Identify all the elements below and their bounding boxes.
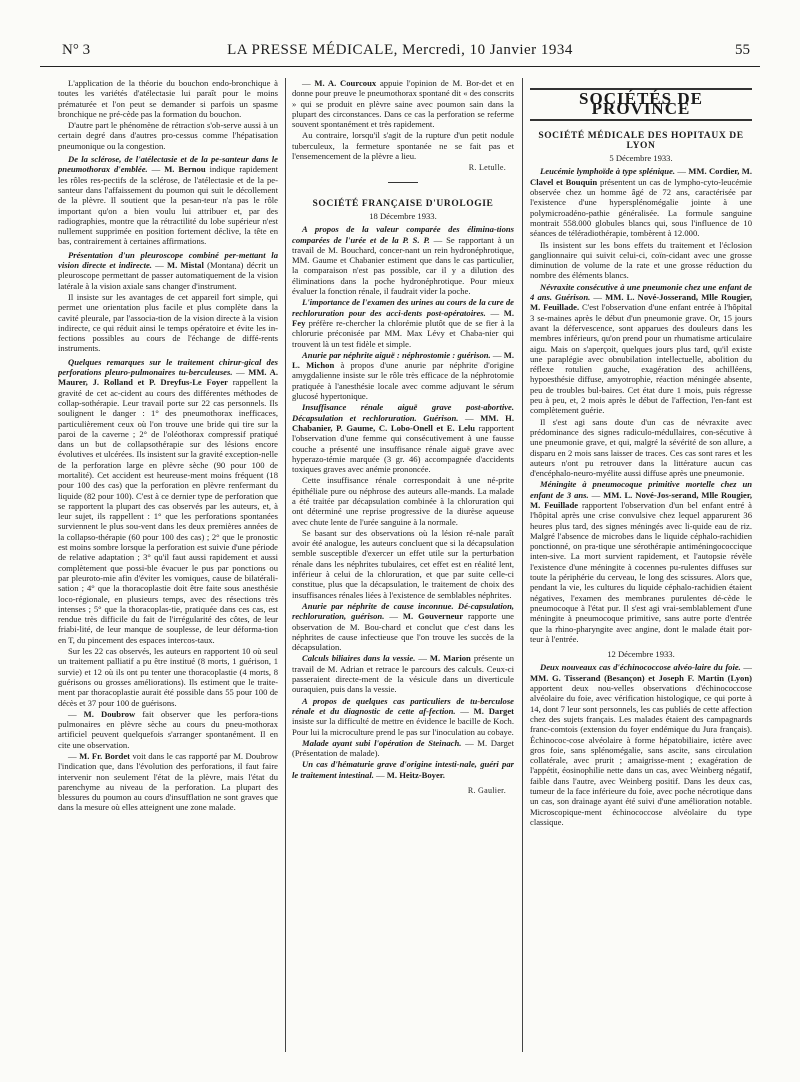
article: L'importance de l'examen des urines au cours de la cure de rechloruration pour des acci-dents post-opératoires. — M. Fey préfère re-chercher la chlorémie plutôt que de se fier à la chlorurie préconisée par MM. Max Lévy et Chaba-nier qui trouvent là un test fidèle et simple. [292, 297, 514, 349]
article-text: rapporte une observation de M. Bou-chard et conclut que c'est dans les néphrites de cause infectieuse que l'on trouve les succès de la décapsulation. [292, 611, 514, 653]
article-text: apportent deux nou-velles observations d'échinococcose alvéolaire du foie, avec vérification histologique, ce qui porte à 14, dont 7 leur sont personnels, les cas publiés de cette affection chez des sujets français. Les malades étaient des campagnards franc-comtois (extension du foyer endémique du Jura français). Échinococ-cose alvéolaire à forme hépatobiliaire, ictère avec gros foie, sans splénomégalie, sans ascite, sans circulation collatérale, avec prurit ; amaigrisse-ment ; exagération de l'appétit, éosinophilie nette dans un cas, avec Weinberg négatif, faible dans l'autre, avec Weinberg positif. Dans les deux cas, tumeur de la face inférieure du foie, avec poche nécrotique dans un cas, son drainage ayant été suivi d'une amélioration notable. Microscopique-ment échinococcose alvéolaire du type classique. [530, 683, 752, 827]
article: A propos de quelques cas particuliers de tu-berculose rénale et du diagnostic de cette af-fection. — M. Darget insiste sur la difficulté de mettre en évidence le bacille de Koch. Pour lui la microculture prend le pas sur l'inoculation au cobaye. [292, 695, 514, 737]
article-text: à propos d'une anurie par néphrite d'origine amygdalienne insiste sur le rôle très efficace de la néphrotomie pratiquée à l'anesthésie locale avec comme adjuvant le sérum glucosé hypertonique. [292, 360, 514, 402]
signature: R. Letulle. [468, 163, 506, 173]
article: Méningite à pneumocoque primitive mortelle chez un enfant de 3 ans. — MM. L. Nové-Jos-serand, Mlle Rougier, M. Feuillade rapportent l'observation d'un bel enfant entré à l'hôpital après une crise convulsive chez lequel apparurent 36 heures plus tard, des signes méningés avec li-quide eau de riz. Malgré l'absence de microbes dans le liquide céphalo-rachidien ponctionné, on pra-tique une sérothérapie antiméningococcique inten-sive. La mort survient rapidement, et l'autopsie révèle l'existence d'une méningite à cocennes pu-rulentes diffuses sur toute la périphérie du cerveau, le long des scissures. Alors que, pendant la vie, les cultures du liquide céphalo-rachidien étaient négatives, l'examen des membranes purulentes dé-cède le pneumocoque à l'état pur. Il s'est agi vrai-semblablement d'une méningite à pneumocoque primitive, sans autre porte d'entrée que la rhino-pharyngite avec angine, dont le malade était por-teur à l'entrée. [530, 479, 752, 644]
section-title: SOCIÉTÉ MÉDICALE DES HOPITAUX DE LYON [538, 130, 744, 151]
article-title: Malade ayant subi l'opération de Steinach. [302, 737, 462, 748]
article-author: M. Darget [473, 705, 514, 716]
article-title: Quelques remarques sur le traitement chirur-gical des perforations pleuro-pulmonaires tu-berculeuses. [58, 356, 278, 378]
issue-number: N° 3 [62, 42, 91, 58]
article-author: M. A. Courcoux [314, 78, 377, 88]
column-middle [292, 78, 514, 1062]
paragraph: L'application de la théorie du bouchon endo-bronchique à toutes les variétés d'atélectasie lui paraît pour le moins prématurée et l'on peut se demander si parfois un spasme bronchique ne pré-cède pas la formation du bouchon. [58, 78, 278, 119]
article-author: M. Mistal [166, 260, 204, 271]
article-author: M. L. Michon [292, 349, 514, 371]
column-right [530, 78, 752, 1062]
article-title: Anurie par néphrite aiguë : néphrostomie : guérison. [302, 349, 491, 360]
article: Un cas d'hématurie grave d'origine intesti-nale, guéri par le traitement intestinal. — M. Heitz-Boyer. [292, 759, 514, 780]
paragraph: Au contraire, lorsqu'il s'agit de la rupture d'un petit nodule tuberculeux, la fermeture spontanée ne se fait pas et l'ensemencement de la plèvre a lieu. [292, 130, 514, 162]
article-title: L'importance de l'examen des urines au cours de la cure de rechloruration pour des acci-dents post-opératoires. [292, 297, 514, 318]
paragraph: — M. Fr. Bordet voit dans le cas rapporté par M. Doubrow l'indication que, dans l'évolution des perforations, il faut faire intervenir non seulement l'état de la plèvre, mais l'état du parenchyme au niveau de la perforation. La plupart des blessures du poumon au cours d'insufflation ne sont graves que dans la mesure où elles atteignent une zone malade. [58, 751, 278, 813]
article-text: (Montana) décrit un pleuroscope permettant de passer automatiquement de la vision latérale à la vision axiale sans changer d'instrument. [58, 260, 278, 291]
article-author: MM. A. Maurer, J. Rolland et P. Dreyfus-Le Foyer [58, 367, 278, 388]
article-text: voit dans le cas rapporté par M. Doubrow l'indication que, dans l'évolution des perforations, il faut faire intervenir non seulement l'état de la plèvre, mais l'état du parenchyme au niveau de la perforation. La plupart des blessures du poumon au cours d'insufflation ne sont graves que dans la mesure où elles atteignent une zone malade. [58, 751, 278, 813]
article-text: Se rapportant à un travail de M. Bouchard, concer-nant un rein hydronéphrotique, MM. Gaume et Chabanier estiment que dans le cas particulier, la comparaison n'est pas possible, car il y a dilution des éliminations dans la poche hydronéphrotique. Pour mieux évaluer la fonction rénale, il faudrait vider la poche. [292, 234, 514, 297]
article-author: MM. L. Nové-Jos-serand, Mlle Rougier, M. Feuillade [530, 489, 752, 510]
section-date: 12 Décembre 1933. [607, 649, 675, 660]
paragraph: Sur les 22 cas observés, les auteurs en rapportent 10 où seul un traitement palliatif a pu être institué (8 morts, 1 guérison, 1 survie) et 12 où ils ont pu tenter une thoracoplastie (4 morts, 8 guérisons ou grosses améliorations). Ils estiment que le traite-ment par thoracoplastie aurait été possible dans 55 pour 100 de décès et 37 pour 100 de guérisons. [58, 646, 278, 708]
article-text: indique rapidement les rôles res-pectifs de la sclérose, de l'atélectasie et de la pe-santeur dans l'affaissement du poumon qui suit le décollement de la plèvre. Il soutient que la pesan-teur n'a pas le rôle important qu'on a bien voulu lui attribuer et, par des radiographies, montre que la rétractilité du lobe supérieur n'est nullement supprimée en position fortement déclive, la tête en bas, contrairement à certaines affirmations. [58, 164, 278, 247]
article-author: M. Fey [292, 307, 514, 328]
column-left [58, 78, 278, 1062]
article-title: A propos de quelques cas particuliers de tu-berculose rénale et du diagnostic de cette af-fection. [292, 695, 514, 716]
article-text: insiste sur la difficulté de mettre en évidence le bacille de Koch. Pour lui la microculture prend le pas sur l'inoculation au cobaye. [292, 716, 514, 737]
article: Leucémie lymphoïde à type splénique. — MM. Cordier, M. Clavel et Bouquin présentent un cas de lympho-cyto-leucémie observée chez un homme âgé de 72 ans, caractérisée par l'existence d'une hypersplénomégalie jointe à une polymicroadéno-pathie généralisée. La formule sanguine montrait 558.000 globules blancs qui, sous l'influence de 10 séances de téléradiothérapie, tombèrent à 12.000. [530, 166, 752, 239]
paragraph: Cette insuffisance rénale correspondait à une né-prite épithéliale pure ou néphrose des auteurs alle-mands. La malade a été traitée par décapsulation combinée à la chloruration qui ont déterminé une reprise progressive de la diurèse aqueuse avec chute lente de l'urée sanguine à la normale. [292, 475, 514, 527]
article-title: Anurie par néphrite de cause inconnue. Dé-capsulation, rechloruration, guérison. [292, 600, 514, 622]
page-number: 55 [735, 42, 750, 58]
article: Deux nouveaux cas d'échinococcose alvéo-laire du foie. — MM. G. Tisserand (Besançon) et Joseph F. Martin (Lyon) apportent deux nou-velles observations d'échinococcose alvéolaire du foie, avec vérification histologique, ce qui porte à 14, dont 7 leur sont personnels, les cas publiés de cette affection chez des sujets français. Les malades étaient des campagnards franc-comtois (extension du foyer endémique du Jura français). Échinococ-cose alvéolaire à forme hépatobiliaire, ictère avec gros foie, sans splénomégalie, sans ascite, sans circulation collatérale, avec prurit ; amaigrisse-ment ; exagération de l'appétit, éosinophilie nette dans un cas, avec Weinberg négatif, faible dans l'autre, avec Weinberg positif. Dans les deux cas, tumeur de la face inférieure du foie, avec poche nécrotique dans un cas, son drainage ayant été suivi d'une amélioration notable. Microscopique-ment échinococcose alvéolaire du type classique. [530, 662, 752, 827]
article: Malade ayant subi l'opération de Steinach. — M. Darget (Présentation de malade). [292, 737, 514, 759]
paragraph: — M. Doubrow fait observer que les perfora-tions pulmonaires en plèvre sèche au cours du pneu-mothorax artificiel peuvent quelquefois s'arranger spontanément. Il en cite une observation. [58, 708, 278, 750]
article-author: M. Gouverneur [402, 611, 464, 622]
article-text: rapportent l'observation d'une femme qui consécutivement à une fausse couche a présenté une insuffisance rénale aiguë grave avec hyperazo-témie marquée (3 gr. 46) accompagnée d'accidents toxiques graves avec anémie prononcée. [292, 422, 514, 475]
article-text: présente un travail de M. Adrian et retrace le parcours des calculs. Ceux-ci passeraient directe-ment de la vésicule dans un diverticule ouraquien, puis dans la vessie. [292, 653, 514, 695]
column-divider [522, 78, 523, 1052]
article-text: préfère re-chercher la chlorémie plutôt que de se fier à la chlorurie préconisée par MM. Max Lévy et Chaba-nier qui trouvent là un test fidèle et simple. [292, 317, 514, 349]
article: Quelques remarques sur le traitement chirur-gical des perforations pleuro-pulmonaires tu-berculeuses. — MM. A. Maurer, J. Rolland et P. Dreyfus-Le Foyer rappellent la gravité de cet ac-cident au cours des différentes méthodes de collap-sothérapie. Leur travail porte sur 22 cas personnels. Ils soulignent le danger : 1° des pneumothorax inefficaces, particulièrement ceux où l'on trouve une bride qui tire sur la paroi de la caverne ; 2° de l'oléothorax compressif pratiqué dans un but de collapsothérapie sur des lésions encore évolutives et ulcérées. Ils insistent sur la gravité exception-nelle de la perforation large en plèvre sèche (90 pour 100 de mortalité). Cet accident est heureuse-ment moins fréquent (18 pour 100 des cas) que la perforation en plèvre renfermant du liquide (82 pour 100). C'est à ce dernier type de perforation que se rapportent la plupart des cas observés par les auteurs, et, à leur sujet, ils rappellent : 1° que les perforations spontanées surviennent le plus sou-vent dans les deux premières années de la collapso-thérapie (60 pour 100 des cas) ; 2° que le pronostic est moins sombre lorsque la perforation est suivie d'une période de relative adaptation ; 3° qu'il faut aussi rapidement et aussi complètement que possi-ble évacuer le pus par ponctions ou par pleuroto-mie afin d'éviter les vomiques, cause de bilatérali-sation ; 4° que la thoracoplastie doit être faite sous anesthésie loco-régionale, en plusieurs temps, avec des résections très intenses ; 5° que la thoracoplas-tie, pratiquée dans ces cas, est rendue très difficile du fait de l'irrégularité des côtes, de leur friabi-lité, de leur manque de souplesse, de leur déforma-tion en T, du pincement des espaces intercos-taux. [58, 356, 278, 645]
article-author: MM. G. Tisserand (Besançon) et Joseph F. Martin (Lyon) [530, 672, 752, 683]
divider [388, 182, 418, 183]
article: Calculs biliaires dans la vessie. — M. Marion présente un travail de M. Adrian et retrace le parcours des calculs. Ceux-ci passeraient directe-ment de la vésicule dans un diverticule ouraquien, puis dans la vessie. [292, 653, 514, 695]
article-author: M. Fr. Bordet [79, 751, 131, 761]
article-author: M. Bernou [164, 164, 206, 175]
article-text: C'est l'observation d'une enfant entrée à l'hôpital 3 se-maines après le début d'un pneumonie grave. Or, 15 jours avant la défervescence, sont apparues des douleurs dans les membres inférieurs, qu'on prend pour un rhumatisme articulaire aigu. Mais on s'aperçoit, quelques jours plus tard, qu'il existe une paraplégie avec obnubilation intellectuelle, abolition du réflexe rotulien gauche, exagération des achilléens, hypoesthésie diffuse, amyotrophie, réaction méningée absente, peu de troubles bul-baires. Cet état dure 1 mois, puis régresse peu à peu, et, 2 mois après le début de l'affection, l'en-fant est complètement guérie. [530, 302, 752, 416]
article-author: M. Heitz-Boyer. [386, 769, 445, 780]
article-title: Un cas d'hématurie grave d'origine intesti-nale, guéri par le traitement intestinal. [292, 759, 514, 780]
article: Insuffisance rénale aiguë grave post-abortive. Décapsulation et rechloruration. Guérison. — MM. H. Chabanier, P. Gaume, C. Lobo-Onell et E. Lelu rapportent l'observation d'une femme qui consécutivement à une fausse couche a présenté une insuffisance rénale aiguë grave avec hyperazo-témie marquée (3 gr. 46) accompagnée d'accidents toxiques graves avec anémie prononcée. [292, 402, 514, 475]
article-title: Névraxite consécutive à une pneumonie chez une enfant de 4 ans. Guérison. [530, 281, 752, 303]
article: Anurie par néphrite de cause inconnue. Dé-capsulation, rechloruration, guérison. — M. Gouverneur rapporte une observation de M. Bou-chard et conclut que c'est dans les néphrites de cause infectieuse que l'on trouve les succès de la décapsulation. [292, 600, 514, 653]
article: Présentation d'un pleuroscope combiné per-mettant la vision directe et indirecte. — M. Mistal (Montana) décrit un pleuroscope permettant de passer automatiquement de la vision latérale à la vision axiale sans changer d'instrument. [58, 249, 278, 291]
article-title: De la sclérose, de l'atélectasie et de la pe-santeur dans le pneumothorax d'emblée. [58, 154, 278, 175]
article: De la sclérose, de l'atélectasie et de la pe-santeur dans le pneumothorax d'emblée. — M. Bernou indique rapidement les rôles res-pectifs de la sclérose, de l'atélectasie et de la pe-santeur dans l'affaissement du poumon qui suit le décollement de la plèvre. Il soutient que la pesan-teur n'a pas le rôle important qu'on a bien voulu lui attribuer et, par des radiographies, montre que la rétractilité du lobe supérieur n'est nullement supprimée en position fortement déclive, la tête en bas, contrairement à certaines affirmations. [58, 154, 278, 247]
article-title: Deux nouveaux cas d'échinococcose alvéo-laire du foie. [540, 662, 741, 673]
journal-title: LA PRESSE MÉDICALE, Mercredi, 10 Janvier 1934 [227, 42, 573, 58]
article-title: Calculs biliaires dans la vessie. [302, 653, 416, 664]
article-text: M. Darget (Présentation de malade). [292, 737, 514, 759]
article-text: présentent un cas de lympho-cyto-leucémie observée chez un homme âgé de 72 ans, caractérisée par l'existence d'une hypersplénomégalie jointe à une polymicroadéno-pathie généralisée. La formule sanguine montrait 558.000 globules blancs qui, sous l'influence de 10 séances de téléradiothérapie, tombèrent à 12.000. [530, 176, 752, 239]
article-text: fait observer que les perfora-tions pulmonaires en plèvre sèche au cours du pneu-mothorax artificiel peuvent quelquefois s'arranger spontanément. Il en cite une observation. [58, 708, 278, 750]
paragraph: D'autre part le phénomène de rétraction s'ob-serve aussi à un certain degré dans d'autres pro-cessus comme l'hépatisation pneumonique ou la congestion. [58, 120, 278, 151]
article-title: Présentation d'un pleuroscope combiné per-mettant la vision directe et indirecte. [58, 249, 278, 271]
article-title: Insuffisance rénale aiguë grave post-abortive. Décapsulation et rechloruration. Guérison. [292, 402, 514, 423]
article-title: A propos de la valeur comparée des élimina-tions comparées de l'urée et de la P. S. P. [292, 224, 514, 245]
article: Anurie par néphrite aiguë : néphrostomie : guérison. — M. L. Michon à propos d'une anurie par néphrite d'origine amygdalienne insiste sur le rôle très efficace de la néphrotomie pratiquée à l'anesthésie locale avec comme adjuvant le sérum glucosé hypertonique. [292, 349, 514, 402]
article-author: M. Marion [429, 653, 471, 664]
article-author: M. Doubrow [83, 708, 136, 719]
article-author: MM. Cordier, M. Clavel et Bouquin [530, 166, 752, 187]
paragraph: Il s'est agi sans doute d'un cas de névraxite avec prédominance des signes radiculo-médullaires, con-sécutive à une pneumonie grave, et qui, malgré la sévérité de son allure, a disparu en 2 mois sans laisser de traces. Ces cas sont rares et les auteurs n'ont pu retrouver dans la littérature aucun cas d'encéphalo-neuro-myélite aussi diffuse après une pneumonie. [530, 416, 752, 479]
page-section-title: SOCIÉTÉS DE PROVINCE [530, 88, 752, 121]
section-title: SOCIÉTÉ FRANÇAISE D'UROLOGIE [312, 198, 494, 209]
page-header [40, 40, 760, 67]
paragraph: Il insiste sur les avantages de cet appareil fort simple, qui permet une orientation plus facile et plus complète dans la cavité pleurale, par l'associa-tion de la vision directe à la vision indirecte, ce qui réduit ainsi le temps opératoire et évite les in-fections possibles au cours de l'échange de diffé-rents instruments. [58, 291, 278, 354]
section-date: 18 Décembre 1933. [369, 210, 437, 221]
article: Névraxite consécutive à une pneumonie chez une enfant de 4 ans. Guérison. — MM. L. Nové-Josserand, Mlle Rougier, M. Feuillade. C'est l'observation d'une enfant entrée à l'hôpital 3 se-maines après le début d'un pneumonie grave. Or, 15 jours avant la défervescence, sont apparues des douleurs dans les membres inférieurs, qu'on prend pour un rhumatisme articulaire aigu. Mais on s'aperçoit, quelques jours plus tard, qu'il existe une paraplégie avec obnubilation intellectuelle, abolition du réflexe rotulien gauche, exagération des achilléens, hypoesthésie diffuse, amyotrophie, réaction méningée absente, peu de troubles bul-baires. Cet état dure 1 mois, puis régresse peu à peu, et, 2 mois après le début de l'affection, l'en-fant est complètement guérie. [530, 281, 752, 416]
article-author: MM. L. Nové-Josserand, Mlle Rougier, M. Feuillade. [530, 292, 752, 313]
article: A propos de la valeur comparée des élimina-tions comparées de l'urée et de la P. S. P. — Se rapportant à un travail de M. Bouchard, concer-nant un rein hydronéphrotique, MM. Gaume et Chabanier estiment que dans le cas particulier, la comparaison n'est pas possible, car il y a dilution des éliminations dans la poche hydronéphrotique. Pour mieux évaluer la fonction rénale, il faudrait vider la poche. [292, 224, 514, 297]
article-author: MM. H. Chabanier, P. Gaume, C. Lobo-Onell et E. Lelu [292, 412, 514, 433]
paragraph: Se basant sur des observations où la lésion ré-nale paraît avoir été analogue, les auteurs concluent que si la décapsulation semble susceptible d'exercer un effet utile sur la perturbation rénale dans les néphrites tubulaires, cet effet est en réalité lent, inférieur à celui de la chloruration, et que par suite celle-ci constitue, plus que la décapsulation, le traitement de choix des insuffisances rénales liées à l'existence de semblables néphrites. [292, 527, 514, 600]
paragraph: — M. A. Courcoux appuie l'opinion de M. Bor-det et en donne pour preuve le pneumothorax spontané dit « des conscrits » qui se produit en plèvre saine avec poumon sain dans la plupart des circonstances. Dans ce cas la perforation se referme souvent spontanément et très rapidement. [292, 78, 514, 130]
article-title: Méningite à pneumocoque primitive mortelle chez un enfant de 3 ans. [530, 479, 752, 500]
article-title: Leucémie lymphoïde à type splénique. [540, 166, 676, 177]
column-divider [285, 78, 286, 1052]
section-date: 5 Décembre 1933. [609, 153, 673, 164]
signature: R. Gaulier. [467, 786, 506, 795]
article-text: rapportent l'observation d'un bel enfant entré à l'hôpital après une crise convulsive chez lequel apparurent 36 heures plus tard, des signes méningés avec li-quide eau de riz. Malgré l'absence de microbes dans le liquide céphalo-rachidien ponctionné, on pra-tique une sérothérapie antiméningococcique inten-sive. La mort survient rapidement, et l'autopsie révèle l'existence d'une méningite à cocennes pu-rulentes diffuses sur toute la périphérie du cerveau, le long des scissures. Alors que, pendant la vie, les cultures du liquide céphalo-rachidien étaient négatives, l'examen des membranes purulentes dé-cède le pneumocoque à l'état pur. Il s'est agi vrai-semblablement d'une méningite à pneumocoque primitive, sans autre porte d'entrée que la rhino-pharyngite avec angine, dont le malade était por-teur à l'entrée. [530, 499, 752, 644]
article-text: appuie l'opinion de M. Bor-det et en donne pour preuve le pneumothorax spontané dit « des conscrits » qui se produit en plèvre saine avec poumon sain dans la plupart des circonstances. Dans ce cas la perforation se referme souvent spontanément et très rapidement. [292, 78, 514, 130]
article-text: rappellent la gravité de cet ac-cident au cours des différentes méthodes de collap-sothérapie. Leur travail porte sur 22 cas personnels. Ils soulignent le danger : 1° des pneumothorax inefficaces, particulièrement ceux où l'on trouve une bride qui tire sur la paroi de la caverne ; 2° de l'oléothorax compressif pratiqué dans un but de collapsothérapie sur des lésions encore évolutives et ulcérées. Ils insistent sur la gravité exception-nelle de la perforation large en plèvre sèche (90 pour 100 de mortalité). Cet accident est heureuse-ment moins fréquent (18 pour 100 des cas) que la perforation en plèvre renfermant du liquide (82 pour 100). C'est à ce dernier type de perforation que se rapportent la plupart des cas observés par les auteurs, et, à leur sujet, ils rappellent : 1° que les perforations spontanées surviennent le plus sou-vent dans les deux premières années de la collapso-thérapie (60 pour 100 des cas) ; 2° que le pronostic est moins sombre lorsque la perforation est suivie d'une période de relative adaptation ; 3° qu'il faut aussi rapidement et aussi complètement que possi-ble évacuer le pus par ponctions ou par pleuroto-mie afin d'éviter les vomiques, cause de bilatérali-sation ; 4° que la thoracoplastie doit être faite sous anesthésie loco-régionale, en plusieurs temps, avec des résections très intenses ; 5° que la thoracoplas-tie, pratiquée dans ces cas, est rendue très difficile du fait de l'irrégularité des côtes, de leur friabi-lité, de leur manque de souplesse, de leur déforma-tion en T, du pincement des espaces intercos-taux. [58, 377, 278, 645]
paragraph: Ils insistent sur les bons effets du traitement et l'éclosion ganglionnaire qui suivit celui-ci, coïn-cidant avec une grosse diminution de volume de la rate et une grosse réduction du nombre des éléments blancs. [530, 239, 752, 281]
